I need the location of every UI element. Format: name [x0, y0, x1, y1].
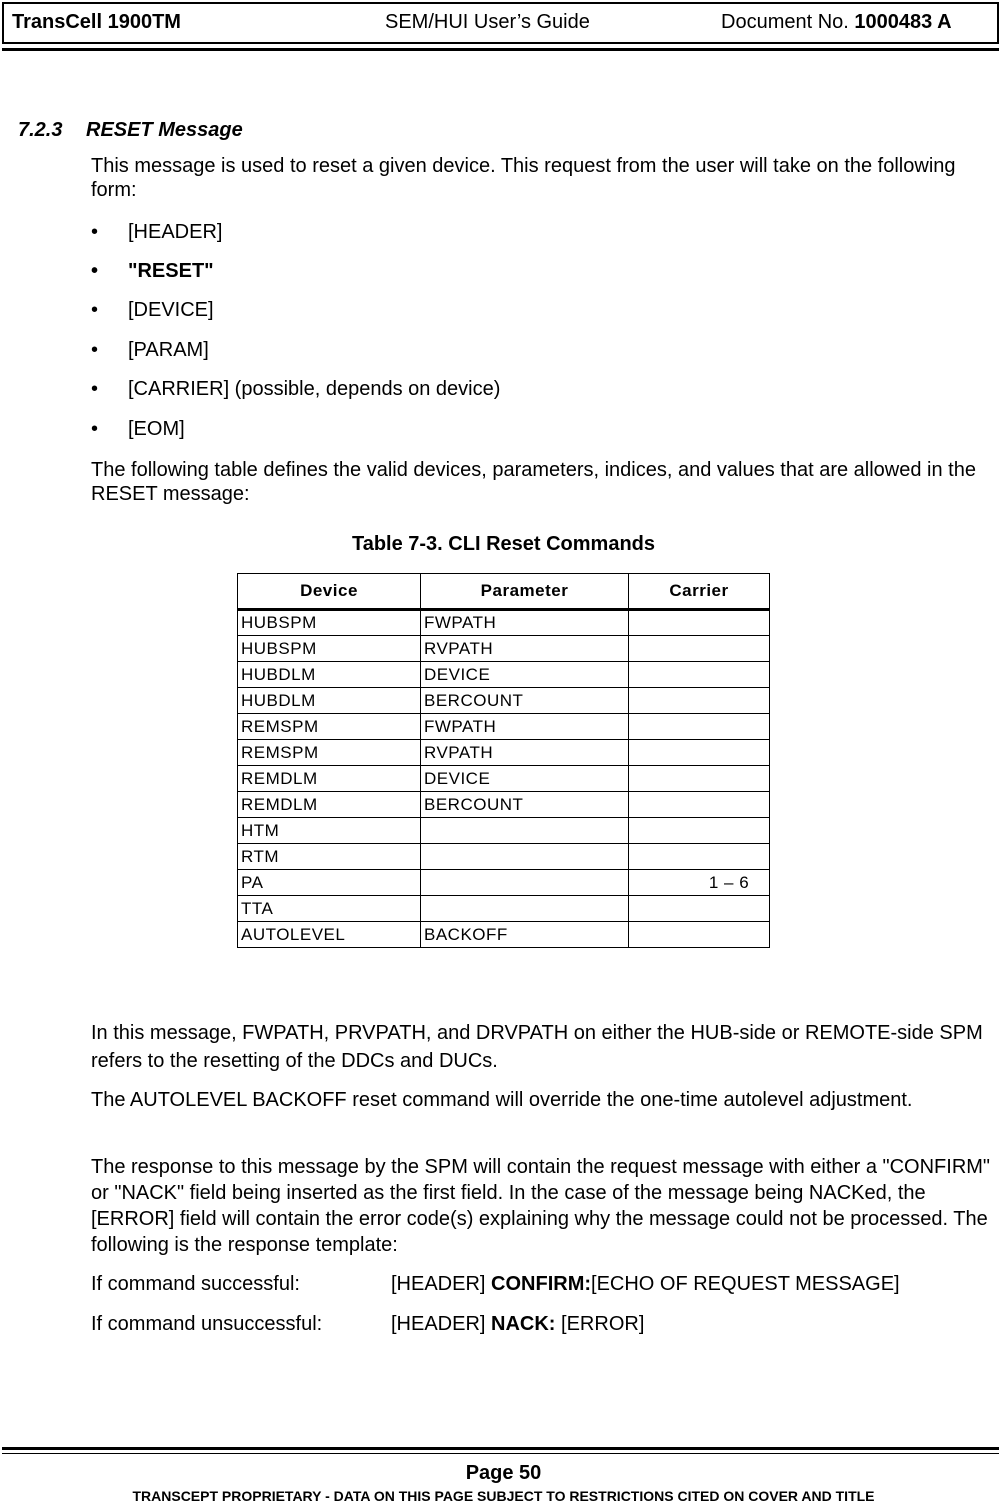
bullet-icon: •: [91, 339, 99, 361]
parameter-cell: [421, 896, 629, 922]
device-cell: REMSPM: [238, 740, 421, 766]
proprietary-notice: TRANSCEPT PROPRIETARY - DATA ON THIS PAGE SUBJECT TO RESTRICTIONS CITED ON COVER AND TITLE: [132, 1488, 875, 1504]
table-row: [238, 636, 770, 662]
carrier-cell: [629, 896, 770, 922]
table-row: [238, 740, 770, 766]
header-doc-prefix: Document No.: [721, 11, 849, 33]
success-label: If command successful:: [91, 1273, 300, 1295]
parameter-cell: RVPATH: [421, 636, 629, 662]
table-row: [238, 818, 770, 844]
parameter-cell: RVPATH: [421, 740, 629, 766]
table-row: [238, 896, 770, 922]
table-row: [238, 792, 770, 818]
table-row: [238, 688, 770, 714]
section-title: RESET Message: [86, 119, 243, 141]
nack-keyword: NACK:: [491, 1313, 556, 1335]
success-template: [HEADER] CONFIRM:[ECHO OF REQUEST MESSAGE]: [391, 1273, 900, 1295]
autolevel-paragraph: The AUTOLEVEL BACKOFF reset command will override the one-time autolevel adjustment.: [91, 1089, 913, 1111]
column-header-carrier: Carrier: [629, 574, 770, 610]
bullet-icon: •: [91, 221, 99, 243]
bullet-icon: •: [91, 260, 99, 282]
bullet-icon: •: [91, 418, 99, 440]
column-header-device: Device: [238, 574, 421, 610]
parameter-cell: FWPATH: [421, 610, 629, 636]
carrier-cell: [629, 792, 770, 818]
section-heading: [18, 119, 243, 142]
carrier-cell: [629, 688, 770, 714]
device-cell: HUBSPM: [238, 610, 421, 636]
carrier-cell: [629, 636, 770, 662]
table-header-row: [238, 574, 770, 610]
device-cell: PA: [238, 870, 421, 896]
header-document-number: [721, 11, 952, 34]
list-item: • [EOM]: [91, 418, 185, 440]
table-caption: Table 7-3. CLI Reset Commands: [351, 533, 656, 555]
page-number: Page 50: [465, 1462, 542, 1484]
carrier-cell: [629, 662, 770, 688]
table-row: [238, 766, 770, 792]
parameter-cell: BERCOUNT: [421, 792, 629, 818]
fail-label: If command unsuccessful:: [91, 1313, 323, 1335]
fwpath-paragraph: In this message, FWPATH, PRVPATH, and DRVPATH on either the HUB-side or REMOTE-side SPM refers to the resetting of the DDCs and DUCs.: [91, 1022, 983, 1072]
carrier-cell: [629, 922, 770, 948]
table-row: [238, 870, 770, 896]
table-intro-paragraph: The following table defines the valid devices, parameters, indices, and values that are allowed in the RESET message:: [91, 459, 976, 505]
carrier-cell: [629, 714, 770, 740]
parameter-cell: [421, 870, 629, 896]
device-cell: REMDLM: [238, 766, 421, 792]
device-cell: REMSPM: [238, 714, 421, 740]
header-product: TransCell 1900TM: [12, 11, 181, 33]
table-row: [238, 662, 770, 688]
list-item: • [DEVICE]: [91, 299, 214, 321]
carrier-cell: [629, 766, 770, 792]
table-row: [238, 610, 770, 636]
header-divider: [2, 48, 999, 51]
footer-divider: [2, 1447, 999, 1450]
list-item: • [PARAM]: [91, 339, 209, 361]
bullet-icon: •: [91, 378, 99, 400]
device-cell: TTA: [238, 896, 421, 922]
carrier-cell: [629, 844, 770, 870]
table-row: [238, 922, 770, 948]
carrier-cell: 1 – 6: [629, 870, 770, 896]
intro-paragraph: This message is used to reset a given device. This request from the user will take on the following form:: [91, 155, 956, 201]
section-number: 7.2.3: [18, 119, 63, 141]
carrier-cell: [629, 740, 770, 766]
header-doc-number: 1000483 A: [854, 11, 952, 33]
response-paragraph: The response to this message by the SPM will contain the request message with either a "CONFIRM" or "NACK" field being inserted as the first field. In the case of the message being NACKed, the [ERROR] field will contain the error code(s) explaining why the message could not be processed. The following is the response template:: [91, 1156, 991, 1256]
parameter-cell: FWPATH: [421, 714, 629, 740]
device-cell: HUBSPM: [238, 636, 421, 662]
header-guide: SEM/HUI User’s Guide: [385, 11, 590, 33]
list-item: • [HEADER]: [91, 221, 223, 243]
table-row: [238, 844, 770, 870]
fail-template: [HEADER] NACK: [ERROR]: [391, 1313, 645, 1335]
confirm-keyword: CONFIRM:: [491, 1273, 592, 1295]
device-cell: HTM: [238, 818, 421, 844]
device-cell: HUBDLM: [238, 662, 421, 688]
bullet-icon: •: [91, 299, 99, 321]
parameter-cell: [421, 844, 629, 870]
parameter-cell: BERCOUNT: [421, 688, 629, 714]
device-cell: RTM: [238, 844, 421, 870]
list-item: • "RESET": [91, 260, 214, 282]
carrier-cell: [629, 818, 770, 844]
list-item: • [CARRIER] (possible, depends on device): [91, 378, 501, 400]
carrier-cell: [629, 610, 770, 636]
column-header-parameter: Parameter: [421, 574, 629, 610]
parameter-cell: [421, 818, 629, 844]
device-cell: HUBDLM: [238, 688, 421, 714]
footer-divider-thin: [2, 1453, 999, 1454]
device-cell: REMDLM: [238, 792, 421, 818]
parameter-cell: DEVICE: [421, 662, 629, 688]
parameter-cell: DEVICE: [421, 766, 629, 792]
device-cell: AUTOLEVEL: [238, 922, 421, 948]
cli-reset-table: [237, 573, 770, 948]
table-row: [238, 714, 770, 740]
parameter-cell: BACKOFF: [421, 922, 629, 948]
